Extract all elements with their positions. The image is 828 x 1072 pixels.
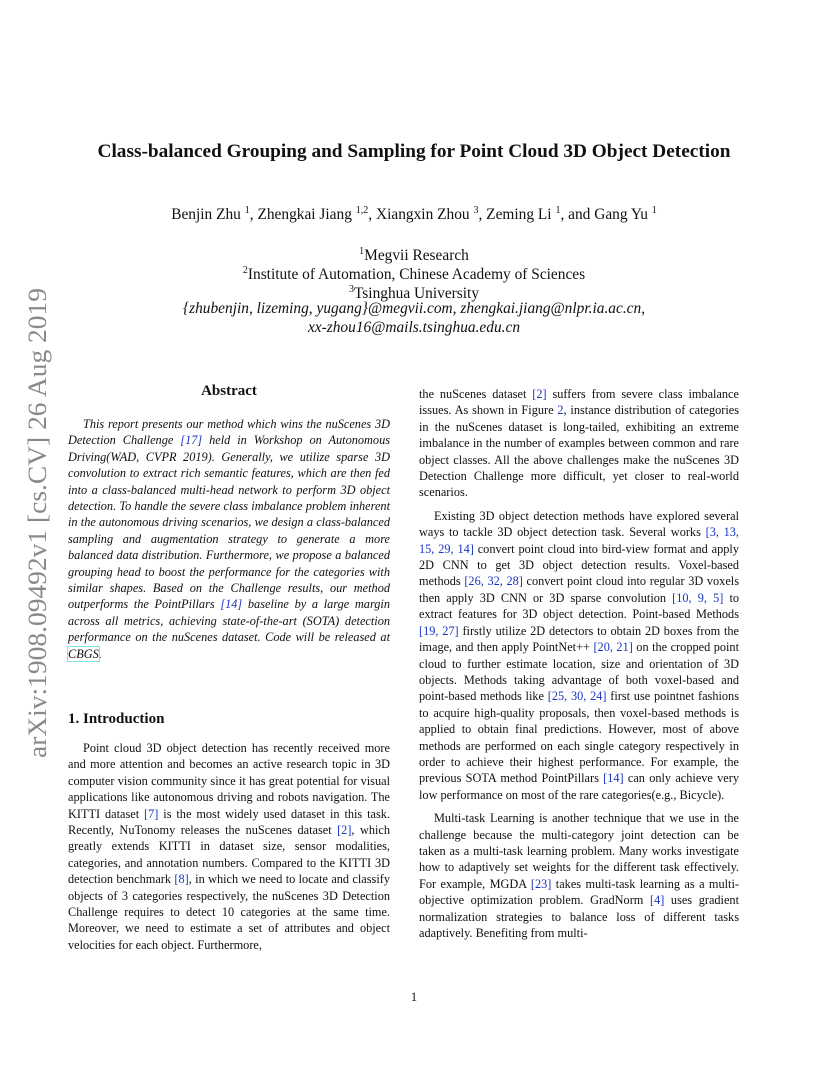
citation-link[interactable]: [7] — [144, 806, 159, 821]
affiliation-2: $^2$Institute of Automation, Chinese Academy of Sciences — [242, 265, 586, 284]
introduction-body — [68, 740, 390, 960]
abstract-body — [68, 416, 390, 669]
email-line-2[interactable]: xx-zhou16@mails.tsinghua.edu.cn — [307, 319, 521, 336]
citation-link[interactable]: [14] — [220, 597, 243, 612]
paper-title: Class-balanced Grouping and Sampling for Point Cloud 3D Object Detection — [97, 141, 731, 162]
intro-paragraph: Point cloud 3D object detection has recently received more and more attention and becomes an active research topic in 3D computer vision community since it has great potential for visual applications like autonomous driving and robots navigation. The KITTI dataset [7] is the most widely used dataset in this task. Recently, NuTonomy releases the nuScenes dataset [2], which greatly extends KITTI in dataset size, sensor modalities, categories, and annotation numbers. Compared to the KITTI 3D detection benchmark [8], in which we need to locate and classify objects of 3 categories respectively, the nuScenes 3D Detection Challenge requires to detect 10 categories at the same time. Moreover, we need to estimate a set of attributes and object velocities for each object. Furthermore, — [68, 741, 391, 952]
author-name: Xiangxin Zhou — [375, 206, 470, 224]
author-affil-sup: 3 — [473, 205, 479, 216]
section-heading-introduction: 1. Introduction — [68, 711, 165, 727]
author-affil-sup: 1 — [244, 205, 250, 216]
author-affil-sup: 1 — [651, 205, 657, 216]
citation-link[interactable]: [25, 30, 24] — [547, 689, 607, 704]
abstract-heading: Abstract — [201, 383, 257, 399]
citation-link[interactable]: [26, 32, 28] — [464, 574, 523, 589]
arxiv-stamp-text: arXiv:1908.09492v1 [cs.CV] 26 Aug 2019 — [23, 313, 52, 758]
citation-link[interactable]: [2] — [337, 823, 352, 838]
author-name: Gang Yu — [594, 206, 648, 224]
citation-link[interactable]: [2] — [532, 387, 547, 401]
author-name: Zeming Li — [486, 206, 552, 224]
paragraph-continuation: the nuScenes dataset [2] suffers from severe class imbalance issues. As shown in Figure 2, instance distribution of categories in the nuScenes dataset is long-tailed, exhibiting an extreme imbalance in the number of examples between common and rare object classes. All the above challenges make the nuScenes 3D Detection Challenge more difficult, yet closer to real-world scenarios. — [419, 387, 740, 500]
cbgs-code-link[interactable]: CBGS — [68, 646, 99, 661]
citation-link[interactable]: [14] — [603, 771, 624, 786]
citation-link[interactable]: [10, 9, 5] — [672, 590, 724, 605]
citation-link[interactable]: [4] — [649, 893, 665, 908]
author-name: Zhengkai Jiang — [257, 206, 352, 224]
arxiv-stamp — [16, 280, 56, 760]
right-column — [419, 386, 739, 948]
citation-link[interactable]: [17] — [180, 433, 203, 448]
citation-link[interactable]: [8] — [174, 872, 189, 887]
page-number: 1 — [410, 990, 418, 1004]
figure-link[interactable]: 2 — [557, 403, 564, 418]
author-affil-sup: 1 — [555, 205, 561, 216]
author-affil-sup: 1,2 — [355, 205, 369, 216]
citation-link[interactable]: [23] — [530, 876, 552, 891]
author-name: Benjin Zhu — [171, 206, 241, 224]
affiliation-3: $^3$Tsinghua University — [348, 284, 480, 303]
paragraph-multitask: Multi-task Learning is another technique that we use in the challenge because the multi-category joint detection can be taken as a multi-task learning problem. Many works investigate how to adaptively set weights for the different task effectively. For example, MGDA [23] takes multi-task learning as a multi-objective optimization problem. GradNorm [4] uses gradient normalization strategies to balance loss of different tasks adaptively. Benefiting from multi- — [419, 811, 739, 940]
citation-link[interactable]: [20, 21] — [593, 640, 633, 655]
affiliation-1: $^1$Megvii Research — [359, 246, 469, 265]
citation-link[interactable]: [19, 27] — [419, 623, 459, 638]
abstract-paragraph: This report presents our method which wins the nuScenes 3D Detection Challenge [17] held in Workshop on Autonomous Driving(WAD, CVPR 2019). Generally, we utilize sparse 3D convolution to extract rich semantic features, which are then fed into a class-balanced multi-head network to perform 3D object detection. To handle the severe class imbalance problem inherent in the autonomous driving scenarios, we design a class-balanced sampling and augmentation strategy to generate a more balanced data distribution. Furthermore, we propose a balanced grouping head to boost the performance for the categories with similar shapes. Based on the Challenge results, our method outperforms the PointPillars [14] baseline by a large margin across all metrics, achieving state-of-the-art (SOTA) detection performance on the nuScenes dataset. Code will be released at CBGS. — [68, 417, 391, 661]
author-list: Benjin Zhu $^1$, Zhengkai Jiang $^{1,2}$, Xiangxin Zhou $^3$, Zeming Li $^1$, and Gang Yu $^1$ — [171, 205, 657, 224]
paragraph-existing-methods: Existing 3D object detection methods have explored several ways to tackle 3D object detection task. Several works [3, 13, 15, 29, 14] convert point cloud into bird-view format and apply 2D CNN to get 3D object detection results. Voxel-based methods [26, 32, 28] convert point cloud into regular 3D voxels then apply 3D CNN or 3D sparse convolution [10, 9, 5] to extract features for 3D object detection. Point-based Methods [19, 27] firstly utilize 2D detectors to obtain 2D boxes from the image, and then apply PointNet++ [20, 21] on the cropped point cloud to further estimate location, size and orientation of 3D objects. Methods taking advantage of both voxel-based and point-based methods like [25, 30, 24] first use pointnet fashions to acquire high-quality proposals, then voxel-based methods is applied to obtain final predictions. However, most of above methods are performed on each single category respectively in order to achieve their highest performance. For example, the previous SOTA method PointPillars [14] can only achieve very low performance on most of the rare categories(e.g., Bicycle). — [419, 508, 740, 802]
email-line-1[interactable]: {zhubenjin, lizeming, yugang}@megvii.com, zhengkai.jiang@nlpr.ia.ac.cn, — [182, 300, 646, 317]
citation-link[interactable]: [3, 13, 15, 29, 14] — [419, 525, 739, 556]
